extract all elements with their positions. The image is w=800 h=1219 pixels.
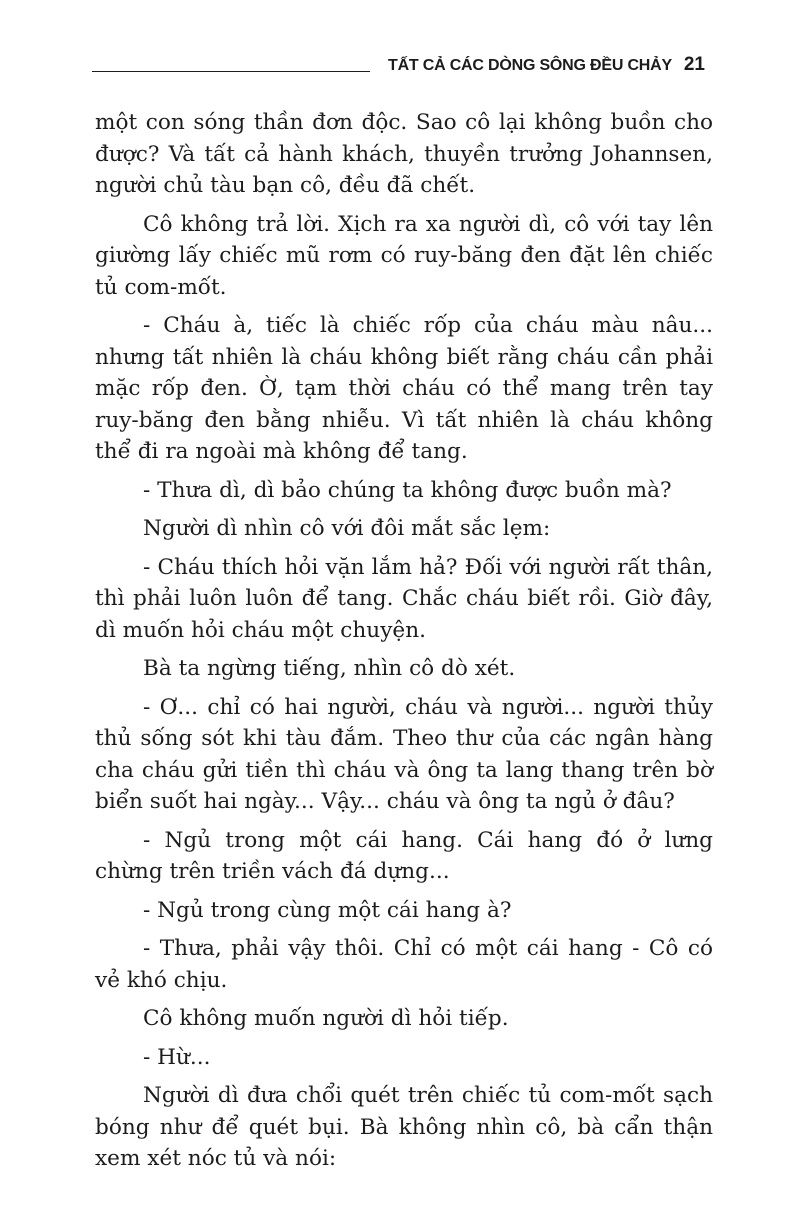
paragraph: một con sóng thần đơn độc. Sao cô lại không buồn cho được? Và tất cả hành khách, thuyền trưởng Johannsen, người chủ tàu bạn cô, đều đã chết.	[95, 110, 713, 198]
paragraph: Cô không trả lời. Xịch ra xa người dì, cô với tay lên giường lấy chiếc mũ rơm có ruy-băng đen đặt lên chiếc tủ com-mốt.	[95, 211, 713, 300]
paragraph: Người dì đưa chổi quét trên chiếc tủ com-mốt sạch bóng như để quét bụi. Bà không nhìn cô, bà cẩn thận xem xét nóc tủ và nói:	[95, 1083, 713, 1171]
paragraph: - Cháu thích hỏi vặn lắm hả? Đối với người rất thân, thì phải luôn luôn để tang. Chắc cháu biết rồi. Giờ đây, dì muốn hỏi cháu một chuyện.	[95, 554, 713, 643]
paragraph: - Thưa dì, dì bảo chúng ta không được buồn mà?	[143, 477, 672, 503]
paragraph: Cô không muốn người dì hỏi tiếp.	[143, 1006, 509, 1031]
paragraph: - Thưa, phải vậy thôi. Chỉ có một cái hang - Cô có vẻ khó chịu.	[95, 936, 713, 993]
paragraph: Người dì nhìn cô với đôi mắt sắc lẹm:	[143, 516, 551, 541]
paragraph: - Ngủ trong cùng một cái hang à?	[143, 897, 512, 923]
body-text	[95, 107, 713, 1182]
paragraph: Bà ta ngừng tiếng, nhìn cô dò xét.	[143, 656, 516, 681]
running-header	[92, 50, 717, 84]
running-title: TẤT CẢ CÁC DÒNG SÔNG ĐỀU CHẢY	[388, 57, 672, 74]
paragraph: - Hừ...	[143, 1044, 211, 1070]
page-number: 21	[683, 54, 705, 75]
header-rule	[92, 71, 370, 72]
paragraph: - Ơ... chỉ có hai người, cháu và người... người thủy thủ sống sót khi tàu đắm. Theo thư của các ngân hàng cha cháu gửi tiền thì cháu và ông ta lang thang trên bờ biển suốt hai ngày... Vậy... cháu và ông ta ngủ ở đâu?	[95, 694, 713, 814]
paragraph: - Cháu à, tiếc là chiếc rốp của cháu màu nâu... nhưng tất nhiên là cháu không biết rằng cháu cần phải mặc rốp đen. Ờ, tạm thời cháu có thể mang trên tay ruy-băng đen bằng nhiễu. Vì tất nhiên là cháu không thể đi ra ngoài mà không để tang.	[95, 313, 713, 464]
paragraph: - Ngủ trong một cái hang. Cái hang đó ở lưng chừng trên triền vách đá dựng...	[95, 827, 713, 884]
